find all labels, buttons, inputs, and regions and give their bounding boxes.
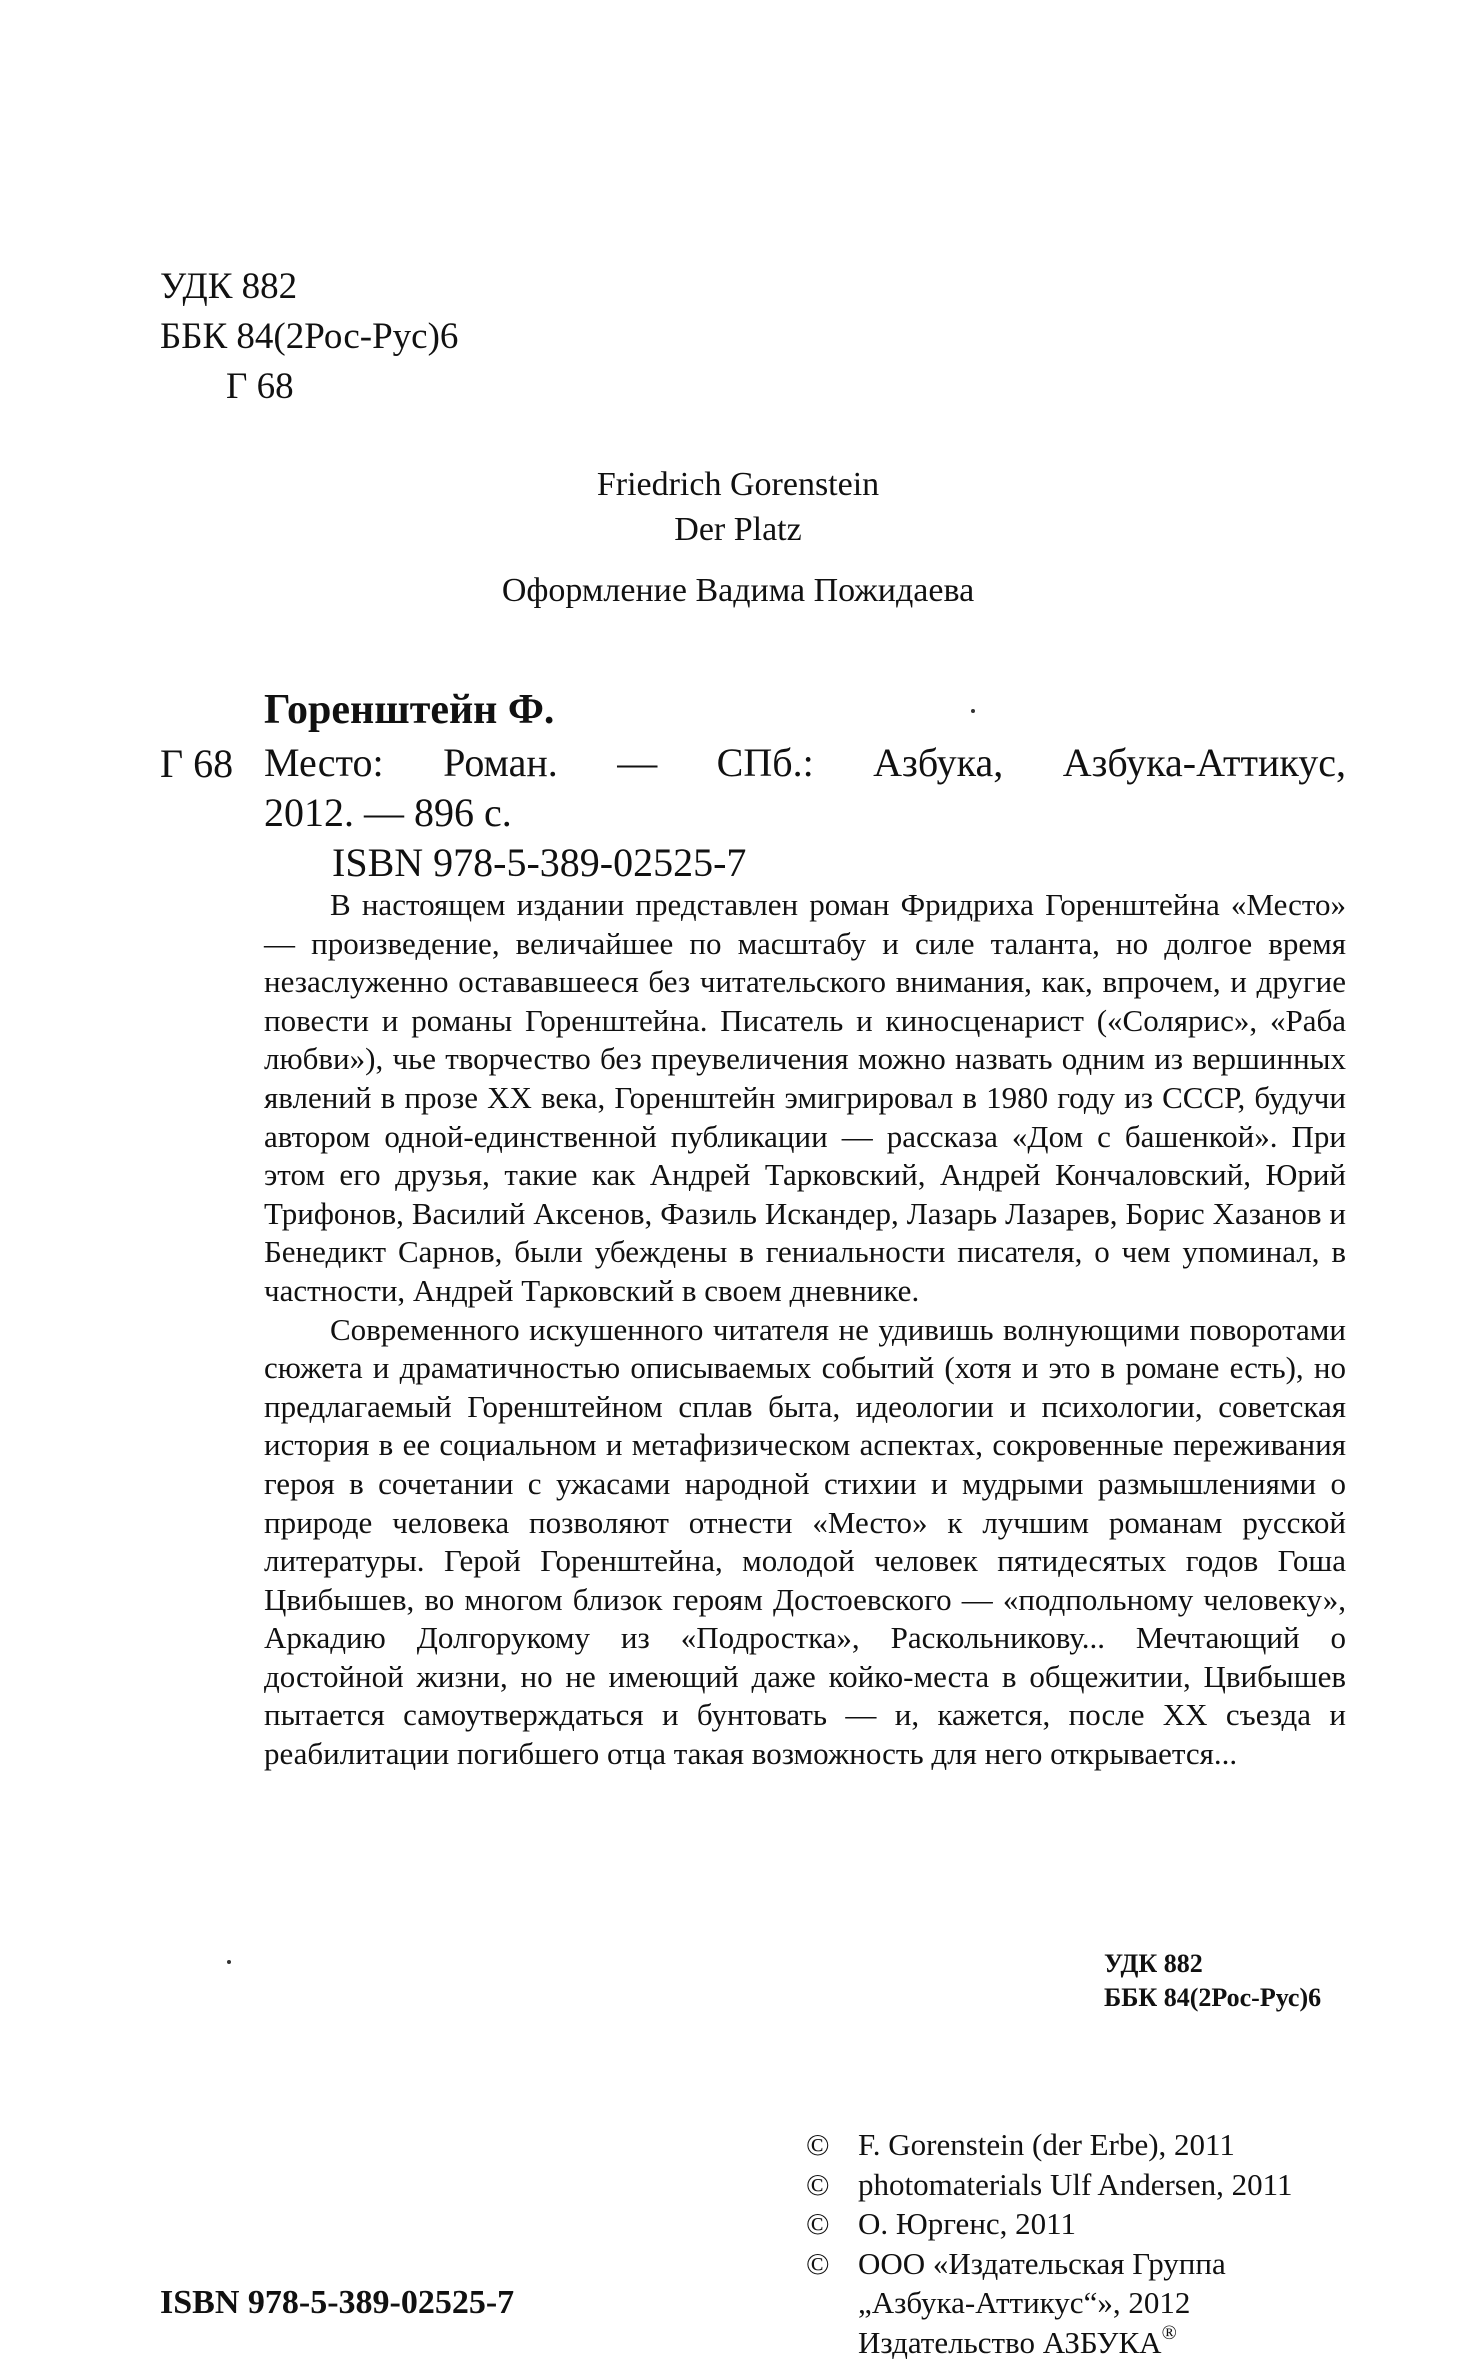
copyright-icon: © — [806, 2245, 830, 2281]
bib-record — [264, 738, 1346, 888]
copyright-block — [806, 2125, 1292, 2362]
annotation-paragraph-1: В настоящем издании представлен роман Фридриха Горенштейна «Место» — произведение, величайшее по масштабу и силе таланта, но долгое время незаслуженно остававшееся без читательского внимания, как, впрочем, и другие повести и романы Горенштейна. Писатель и киносценарист («Солярис», «Раба любви»), чье творчество без преувеличения можно назвать одним из вершинных явлений в прозе XX века, Горенштейн эмигрировал в 1980 году из СССР, будучи автором одной-единственной публикации — рассказа «Дом с башенкой». При этом его друзья, такие как Андрей Тарковский, Андрей Кончаловский, Юрий Трифонов, Василий Аксенов, Фазиль Искандер, Лазарь Лазарев, Борис Хазанов и Бенедикт Сарнов, были убеждены в гениальности писателя, о чем упоминал, в частности, Андрей Тарковский в своем дневнике. — [264, 887, 1346, 1308]
copyright-line — [806, 2244, 1292, 2284]
original-title: Der Platz — [674, 511, 802, 548]
bib-line-2: 2012. — 896 с. — [264, 790, 512, 835]
original-author: Friedrich Gorenstein — [596, 466, 880, 503]
author-mark: Г 68 — [226, 366, 294, 407]
annotation-paragraph-2: Современного искушенного читателя не удивишь волнующими поворотами сюжета и драматичностью описываемых событий (хотя и это в романе есть), но предлагаемый Горенштейном сплав быта, идеологии и психологии, советская история в ее социальном и метафизическом аспектах, сокровенные переживания героя в сочетании с ужасами народной стихии и мудрыми размышлениями о природе человека позволяют отнести «Место» к лучшим романам русской литературы. Герой Горенштейна, молодой человек пятидесятых годов Гоша Цвибышев, во многом близок героям Достоевского — «подпольному человеку», Аркадию Долгорукому из «Подростка», Раскольникову... Мечтающий о достойной жизни, но не имеющий даже койко-места в общежитии, Цвибышев пытается самоутверждаться и бунтовать — и, кажется, после XX съезда и реабилитации погибшего отца такая возможность для него открывается... — [264, 1311, 1346, 1772]
annotation — [264, 886, 1346, 1774]
bib-author-mark: Г 68 — [160, 741, 234, 786]
bib-line-1: Место: Роман. — СПб.: Азбука, Азбука-Аттикус, — [264, 740, 1346, 785]
print-speck — [227, 1960, 231, 1964]
copyright-text: О. Юргенс, 2011 — [858, 2206, 1077, 2241]
copyright-line — [806, 2125, 1292, 2165]
bib-isbn: ISBN 978-5-389-02525-7 — [332, 840, 747, 885]
copyright-line — [806, 2204, 1292, 2244]
copyright-icon: © — [806, 2206, 830, 2241]
copyright-text: ООО «Издательская Группа — [858, 2245, 1226, 2281]
publisher-name: Издательство АЗБУКА — [858, 2324, 1162, 2360]
copyright-text-cont: „Азбука-Аттикус“», 2012 — [858, 2285, 1191, 2320]
original-title-block — [0, 462, 1476, 552]
udk-code-repeat: УДК 882 — [1104, 1949, 1203, 1978]
bib-author: Горенштейн Ф. — [264, 687, 555, 733]
bbk-code: ББК 84(2Рос-Рус)6 — [160, 316, 459, 357]
copyright-icon: © — [806, 2127, 830, 2162]
print-speck — [971, 709, 975, 713]
classification-repeat — [1104, 1947, 1321, 2015]
copyright-icon: © — [806, 2166, 830, 2202]
registered-icon: ® — [1161, 2321, 1177, 2344]
udk-code: УДК 882 — [160, 266, 298, 307]
copyright-publisher — [806, 2323, 1292, 2362]
classification-block — [160, 262, 458, 412]
copyright-text: F. Gorenstein (der Erbe), 2011 — [858, 2127, 1235, 2162]
bbk-code-repeat: ББК 84(2Рос-Рус)6 — [1104, 1983, 1322, 2012]
copyright-text: photomaterials Ulf Andersen, 2011 — [858, 2166, 1293, 2202]
design-credit: Оформление Вадима Пожидаева — [501, 572, 975, 609]
isbn-bottom: ISBN 978-5-389-02525-7 — [160, 2284, 515, 2321]
copyright-line — [806, 2165, 1292, 2205]
